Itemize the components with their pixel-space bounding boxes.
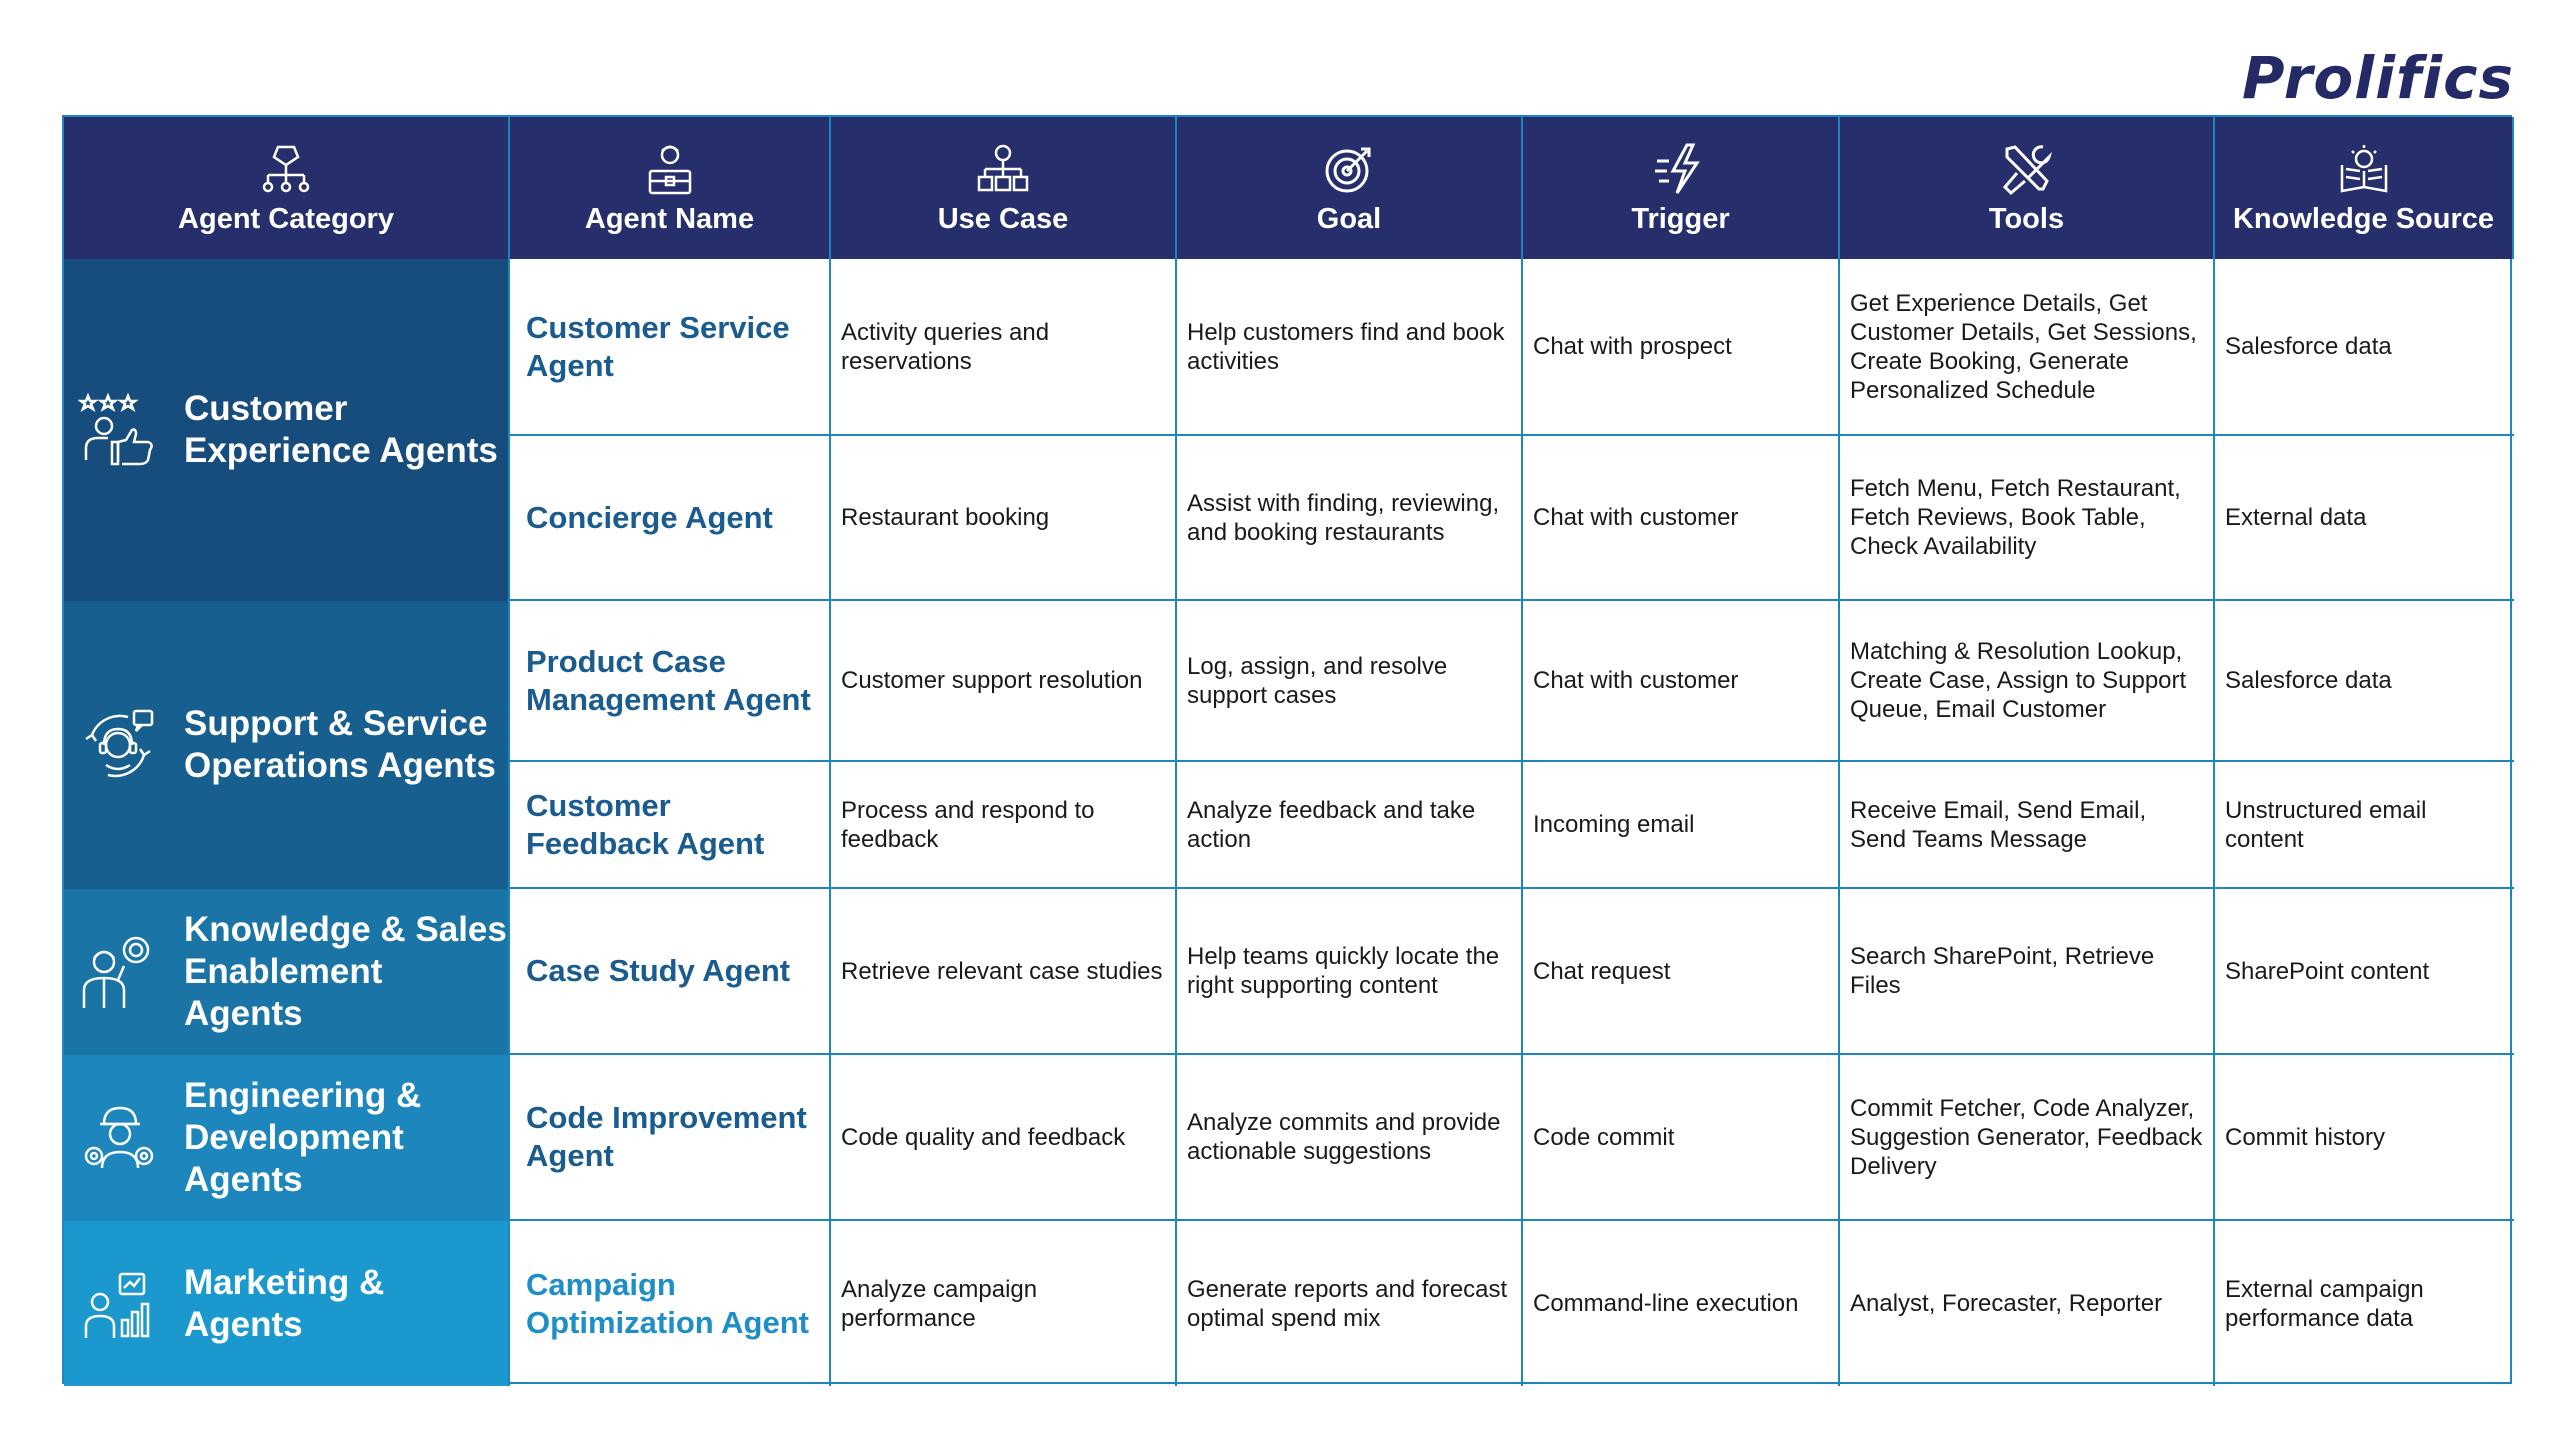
target-icon	[1321, 141, 1377, 197]
trigger-cell: Chat request	[1523, 889, 1840, 1055]
agents-table	[62, 115, 2512, 1384]
category-label: Operations Agents	[184, 746, 496, 785]
use-case-cell: Process and respond to feedback	[831, 762, 1177, 889]
header-use-case	[831, 117, 1177, 259]
category-engineering-development	[64, 1055, 510, 1221]
knowledge-source-cell: External data	[2215, 436, 2514, 601]
trigger-cell: Command-line execution	[1523, 1221, 1840, 1386]
book-bulb-icon	[2336, 141, 2392, 197]
category-knowledge-sales	[64, 889, 510, 1055]
prolifics-logo: Prolifics	[2242, 44, 2514, 112]
marketing-analytics-icon	[78, 1264, 158, 1344]
use-case-cell: Restaurant booking	[831, 436, 1177, 601]
goal-cell: Assist with finding, reviewing, and booking restaurants	[1177, 436, 1523, 601]
category-marketing	[64, 1221, 510, 1386]
category-label: Marketing &	[184, 1262, 385, 1302]
category-label: Customer	[184, 389, 348, 428]
category-customer-experience	[64, 259, 510, 601]
agent-name: Case Study Agent	[510, 889, 831, 1055]
category-label: Engineering &	[184, 1076, 422, 1115]
knowledge-source-cell: Commit history	[2215, 1055, 2514, 1221]
knowledge-source-cell: Salesforce data	[2215, 601, 2514, 762]
header-label: Agent Name	[584, 202, 755, 235]
category-label: Development	[184, 1118, 404, 1157]
category-label: Knowledge & Sales	[184, 910, 507, 949]
trigger-cell: Chat with customer	[1523, 601, 1840, 762]
category-label: Experience Agents	[184, 431, 498, 470]
tools-cell: Commit Fetcher, Code Analyzer, Suggestion Generator, Feedback Delivery	[1840, 1055, 2215, 1221]
trigger-cell: Code commit	[1523, 1055, 1840, 1221]
header-label: Goal	[1316, 202, 1382, 235]
tools-cell: Fetch Menu, Fetch Restaurant, Fetch Reviews, Book Table, Check Availability	[1840, 436, 2215, 601]
goal-cell: Analyze commits and provide actionable suggestions	[1177, 1055, 1523, 1221]
header-agent-name	[510, 117, 831, 259]
tools-cell: Receive Email, Send Email, Send Teams Message	[1840, 762, 2215, 889]
hierarchy-icon	[258, 141, 314, 197]
trigger-cell: Chat with prospect	[1523, 259, 1840, 436]
goal-cell: Log, assign, and resolve support cases	[1177, 601, 1523, 762]
rating-thumbs-up-icon	[78, 390, 158, 470]
category-support-service	[64, 601, 510, 889]
tools-cell: Analyst, Forecaster, Reporter	[1840, 1221, 2215, 1386]
header-label: Knowledge Source	[2232, 202, 2495, 235]
header-tools	[1840, 117, 2215, 259]
tools-cell: Matching & Resolution Lookup, Create Case, Assign to Support Queue, Email Customer	[1840, 601, 2215, 762]
header-label: Use Case	[937, 202, 1069, 235]
goal-cell: Help customers find and book activities	[1177, 259, 1523, 436]
lightning-icon	[1653, 141, 1709, 197]
trigger-cell: Incoming email	[1523, 762, 1840, 889]
goal-cell: Help teams quickly locate the right supporting content	[1177, 889, 1523, 1055]
agent-name: Concierge Agent	[510, 436, 831, 601]
use-case-cell: Code quality and feedback	[831, 1055, 1177, 1221]
agent-name: Campaign Optimization Agent	[510, 1221, 831, 1386]
category-label: Agents	[184, 1304, 303, 1344]
tools-cell: Search SharePoint, Retrieve Files	[1840, 889, 2215, 1055]
use-case-cell: Retrieve relevant case studies	[831, 889, 1177, 1055]
goal-cell: Analyze feedback and take action	[1177, 762, 1523, 889]
agent-name: Product Case Management Agent	[510, 601, 831, 762]
agent-name: Code Improvement Agent	[510, 1055, 831, 1221]
knowledge-source-cell: External campaign performance data	[2225, 1275, 2424, 1332]
header-label: Trigger	[1631, 202, 1730, 235]
agent-person-icon	[642, 141, 698, 197]
knowledge-source-cell: Salesforce data	[2215, 259, 2514, 436]
category-label: Enablement Agents	[184, 952, 383, 1033]
wrench-screwdriver-icon	[1999, 141, 2055, 197]
use-case-flow-icon	[975, 141, 1031, 197]
use-case-cell: Analyze campaign performance	[831, 1221, 1177, 1386]
header-knowledge-source	[2215, 117, 2514, 259]
category-label: Agents	[184, 1160, 303, 1199]
header-trigger	[1523, 117, 1840, 259]
agent-name: Customer Service Agent	[510, 259, 831, 436]
knowledge-source-cell: SharePoint content	[2215, 889, 2514, 1055]
engineer-gear-icon	[78, 1098, 158, 1178]
header-agent-category	[64, 117, 510, 259]
goal-cell: Generate reports and forecast optimal spend mix	[1177, 1221, 1523, 1386]
header-label: Tools	[1988, 202, 2065, 235]
tools-cell: Get Experience Details, Get Customer Details, Get Sessions, Create Booking, Generate Personalized Schedule	[1840, 259, 2215, 436]
presenter-icon	[78, 932, 158, 1012]
header-label: Agent Category	[178, 202, 394, 235]
trigger-cell: Chat with customer	[1523, 436, 1840, 601]
support-headset-icon	[78, 705, 158, 785]
category-label: Support & Service	[184, 704, 488, 743]
use-case-cell: Activity queries and reservations	[831, 259, 1177, 436]
header-goal	[1177, 117, 1523, 259]
use-case-cell: Customer support resolution	[831, 601, 1177, 762]
agent-name: Customer Feedback Agent	[510, 762, 831, 889]
knowledge-source-cell: Unstructured email content	[2215, 762, 2514, 889]
